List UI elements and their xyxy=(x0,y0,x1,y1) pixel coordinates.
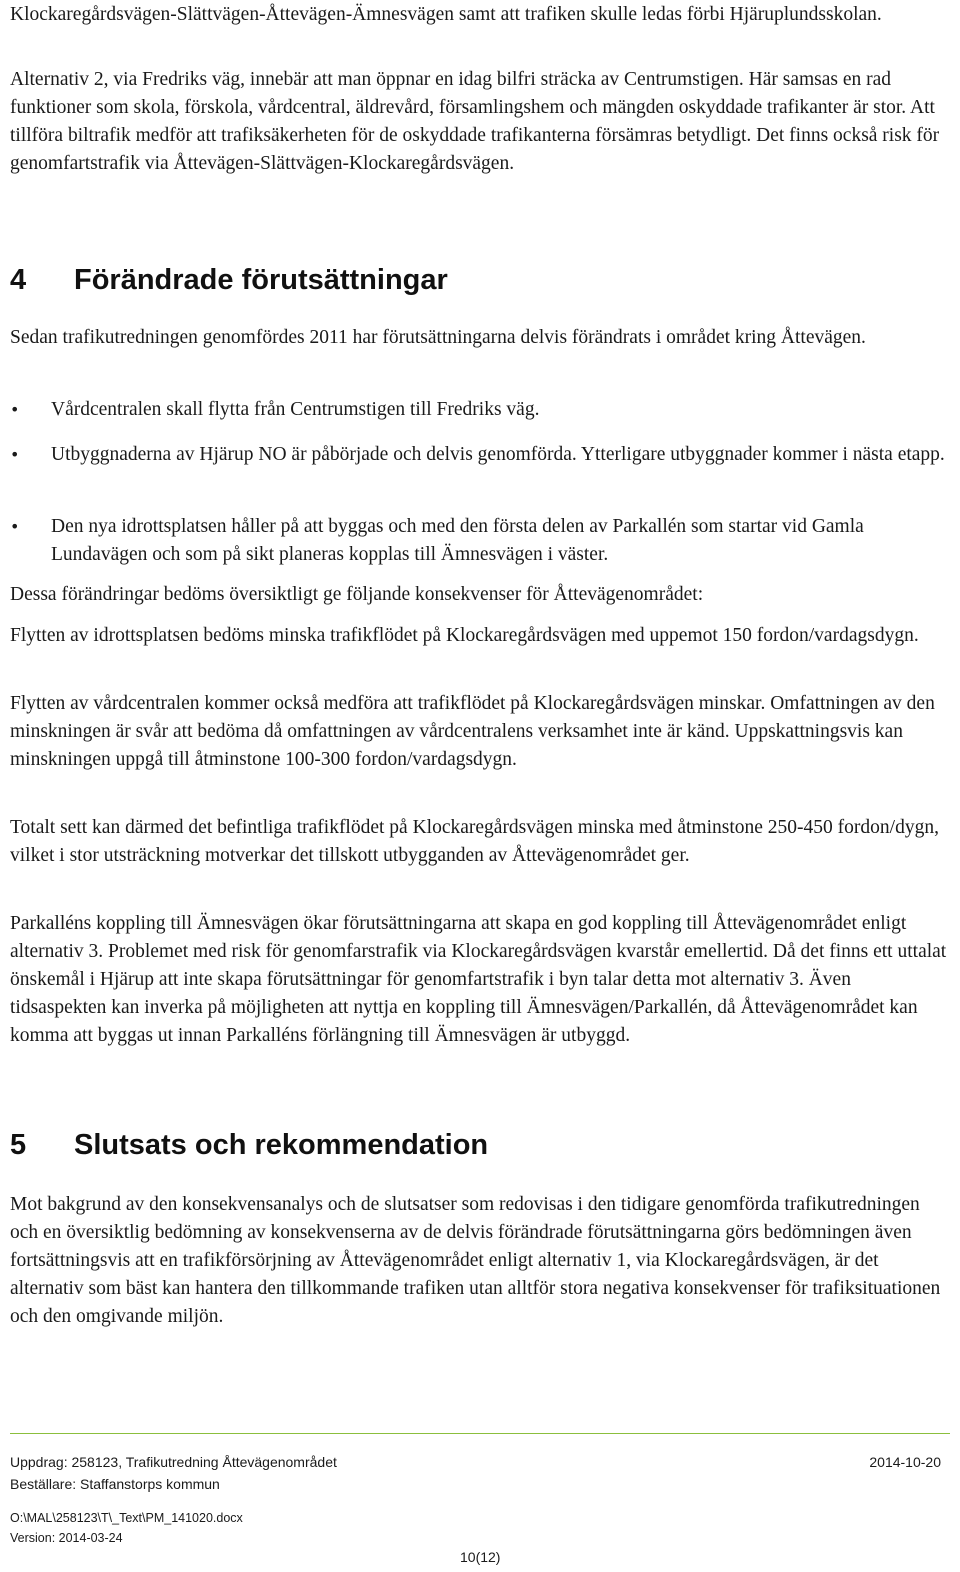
bullet-icon: • xyxy=(10,517,20,536)
footer-version: Version: 2014-03-24 xyxy=(10,1531,123,1545)
bullet-text: Vårdcentralen skall flytta från Centrumstigen till Fredriks väg. xyxy=(51,399,540,420)
section-4-paragraph: Flytten av vårdcentralen kommer också medföra att trafikflödet på Klockaregårdsvägen minskar. Omfattningen av den minskningen är svår att bedöma då omfattningen av vårdcentralens verksamhet inte är känd. Uppskattningsvis kan minskningen uppgå till åtminstone 100-300 fordon/vardagsdygn. xyxy=(10,693,935,770)
section-4-paragraph: Dessa förändringar bedöms översiktligt ge följande konsekvenser för Åttevägenområdet: xyxy=(10,584,704,605)
paragraph-alternative-2: Alternativ 2, via Fredriks väg, innebär att man öppnar en idag bilfri sträcka av Centrumstigen. Här samsas en rad funktioner som skola, förskola, vårdcentral, äldrevård, församlingshem och mängden oskyddade trafikanter är stor. Att tillföra biltrafik medför att trafiksäkerheten för de oskyddade trafikanterna försämras betydligt. Det finns också risk för genomfartstrafik via Åttevägen-Slättvägen-Klockaregårdsvägen. xyxy=(10,69,940,174)
section-4-title: Förändrade förutsättningar xyxy=(74,264,448,296)
footer-page-number: 10(12) xyxy=(460,1549,501,1565)
section-4-paragraph: Totalt sett kan därmed det befintliga trafikflödet på Klockaregårdsvägen minska med åtminstone 250-450 fordon/dygn, vilket i stor utsträckning motverkar det tillskott utbygganden av Åttevägenområdet ger. xyxy=(10,817,939,866)
section-4-paragraph: Flytten av idrottsplatsen bedöms minska trafikflödet på Klockaregårdsvägen med uppemot 150 fordon/vardagsdygn. xyxy=(10,625,919,646)
footer-date: 2014-10-20 xyxy=(869,1454,941,1470)
footer-divider xyxy=(10,1433,950,1434)
bullet-text: Den nya idrottsplatsen håller på att byggas och med den första delen av Parkallén som startar vid Gamla Lundavägen och som på sikt planeras kopplas till Ämnesvägen i väster. xyxy=(51,516,864,565)
paragraph-intro: Klockaregårdsvägen-Slättvägen-Åttevägen-Ämnesvägen samt att trafiken skulle ledas förbi Hjäruplundsskolan. xyxy=(10,4,882,25)
section-5-title: Slutsats och rekommendation xyxy=(74,1129,489,1161)
section-5-number: 5 xyxy=(10,1129,27,1161)
section-4-number: 4 xyxy=(10,264,27,296)
section-4-intro: Sedan trafikutredningen genomfördes 2011 har förutsättningarna delvis förändrats i området kring Åttevägen. xyxy=(10,327,866,348)
section-5-heading xyxy=(10,1127,488,1163)
bullet-text: Utbyggnaderna av Hjärup NO är påbörjade och delvis genomförda. Ytterligare utbyggnader kommer i nästa etapp. xyxy=(51,444,945,465)
section-5-paragraph: Mot bakgrund av den konsekvensanalys och de slutsatser som redovisas i den tidigare genomförda trafikutredningen och en översiktlig bedömning av konsekvenserna av de delvis förändrade förutsättningarna görs bedömningen även fortsättningsvis att en trafikförsörjning av Åttevägenområdet enligt alternativ 1, via Klockaregårdsvägen, är det alternativ som bäst kan hantera den tillkommande trafiken utan alltför stora negativa konsekvenser för trafiksituationen och den omgivande miljön. xyxy=(10,1194,941,1327)
section-4-paragraph: Parkalléns koppling till Ämnesvägen ökar förutsättningarna att skapa en god koppling till Åttevägenområdet enligt alternativ 3. Problemet med risk för genomfarstrafik via Klockaregårdsvägen kvarstår emellertid. Då det finns ett uttalat önskemål i Hjärup att inte skapa förutsättningar för genomfartstrafik i byn talar detta mot alternativ 3. Även tidsaspekten kan inverka på möjligheten att nyttja en koppling till Ämnesvägen/Parkallén, då Åttevägenområdet kan komma att byggas ut innan Parkalléns förlängning till Ämnesvägen är utbyggd. xyxy=(10,913,947,1046)
bullet-icon: • xyxy=(10,445,20,464)
footer-client: Beställare: Staffanstorps kommun xyxy=(10,1476,220,1492)
footer-file-path: O:\MAL\258123\T\_Text\PM_141020.docx xyxy=(10,1511,243,1525)
footer-assignment: Uppdrag: 258123, Trafikutredning Åttevägenområdet xyxy=(10,1454,337,1470)
bullet-icon: • xyxy=(10,400,20,419)
section-4-heading xyxy=(10,262,448,298)
